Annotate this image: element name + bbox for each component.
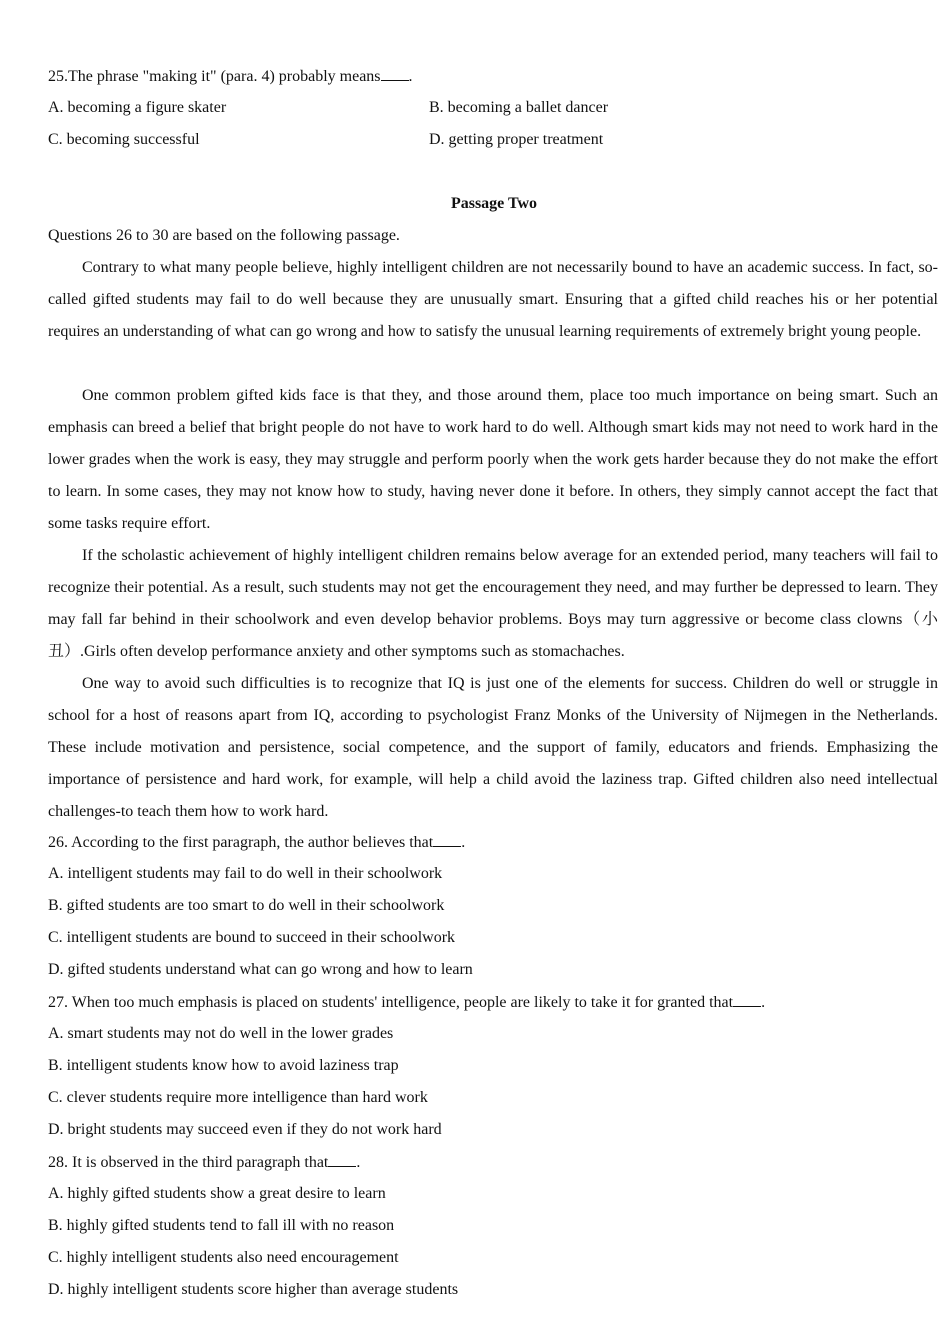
answer-blank xyxy=(328,1152,356,1167)
q26-option-b: B. gifted students are too smart to do well in their schoolwork xyxy=(48,897,445,914)
q25-option-b: B. becoming a ballet dancer xyxy=(429,99,609,116)
q27-stem: 27. When too much emphasis is placed on students' intelligence, people are likely to take it for granted that . xyxy=(48,994,766,1011)
q26-stem: 26. According to the first paragraph, the author believes that . xyxy=(48,834,466,851)
q28-option-a: A. highly gifted students show a great desire to learn xyxy=(48,1185,386,1202)
q28-option-c: C. highly intelligent students also need encouragement xyxy=(48,1249,399,1266)
answer-blank xyxy=(433,832,461,847)
q28-option-b: B. highly gifted students tend to fall ill with no reason xyxy=(48,1217,395,1234)
q27-option-a: A. smart students may not do well in the lower grades xyxy=(48,1025,394,1042)
passage-paragraph-3: If the scholastic achievement of highly intelligent children remains below average for an extended period, many teachers will fail to recognize their potential. As a result, such students may not get the encouragement they need, and may further be depressed to learn. They may fall far behind in their schoolwork and even develop behavior problems. Boys may turn aggressive or become class clowns（小丑）.Girls often develop performance anxiety and other symptoms such as stomachaches. xyxy=(48,547,938,660)
q25-stem: 25.The phrase "making it" (para. 4) probably means . xyxy=(48,68,413,85)
q25-option-c: C. becoming successful xyxy=(48,131,200,148)
q27-option-b: B. intelligent students know how to avoid laziness trap xyxy=(48,1057,399,1074)
passage-title: Passage Two xyxy=(450,195,538,212)
passage-intro: Questions 26 to 30 are based on the following passage. xyxy=(48,227,400,244)
q27-option-c: C. clever students require more intelligence than hard work xyxy=(48,1089,428,1106)
q25-option-a: A. becoming a figure skater xyxy=(48,99,227,116)
q27-option-d: D. bright students may succeed even if they do not work hard xyxy=(48,1121,442,1138)
q25-option-d: D. getting proper treatment xyxy=(429,131,604,148)
q26-option-d: D. gifted students understand what can go wrong and how to learn xyxy=(48,961,473,978)
answer-blank xyxy=(733,992,761,1007)
q26-option-c: C. intelligent students are bound to succeed in their schoolwork xyxy=(48,929,456,946)
q28-stem: 28. It is observed in the third paragraph that . xyxy=(48,1154,361,1171)
passage-paragraph-1: Contrary to what many people believe, highly intelligent children are not necessarily bound to have an academic success. In fact, so-called gifted students may fail to do well because they are unusually smart. Ensuring that a gifted child reaches his or her potential requires an understanding of what can go wrong and how to satisfy the unusual learning requirements of extremely bright young people. xyxy=(48,259,938,340)
q26-option-a: A. intelligent students may fail to do well in their schoolwork xyxy=(48,865,443,882)
passage-paragraph-4: One way to avoid such difficulties is to recognize that IQ is just one of the elements for success. Children do well or struggle in school for a host of reasons apart from IQ, according to psychologist Franz Monks of the University of Nijmegen in the Netherlands. These include motivation and persistence, social competence, and the support of family, educators and friends. Emphasizing the importance of persistence and hard work, for example, will help a child avoid the laziness trap. Gifted children also need intellectual challenges-to teach them how to work hard. xyxy=(48,675,938,820)
passage-paragraph-2: One common problem gifted kids face is that they, and those around them, place too much importance on being smart. Such an emphasis can breed a belief that bright people do not have to work hard to do well. Although smart kids may not need to work hard in the lower grades when the work is easy, they may struggle and perform poorly when the work gets harder because they do not make the effort to learn. In some cases, they may not know how to study, having never done it before. In others, they simply cannot accept the fact that some tasks require effort. xyxy=(48,387,938,532)
q28-option-d: D. highly intelligent students score higher than average students xyxy=(48,1281,459,1298)
answer-blank xyxy=(381,66,409,81)
